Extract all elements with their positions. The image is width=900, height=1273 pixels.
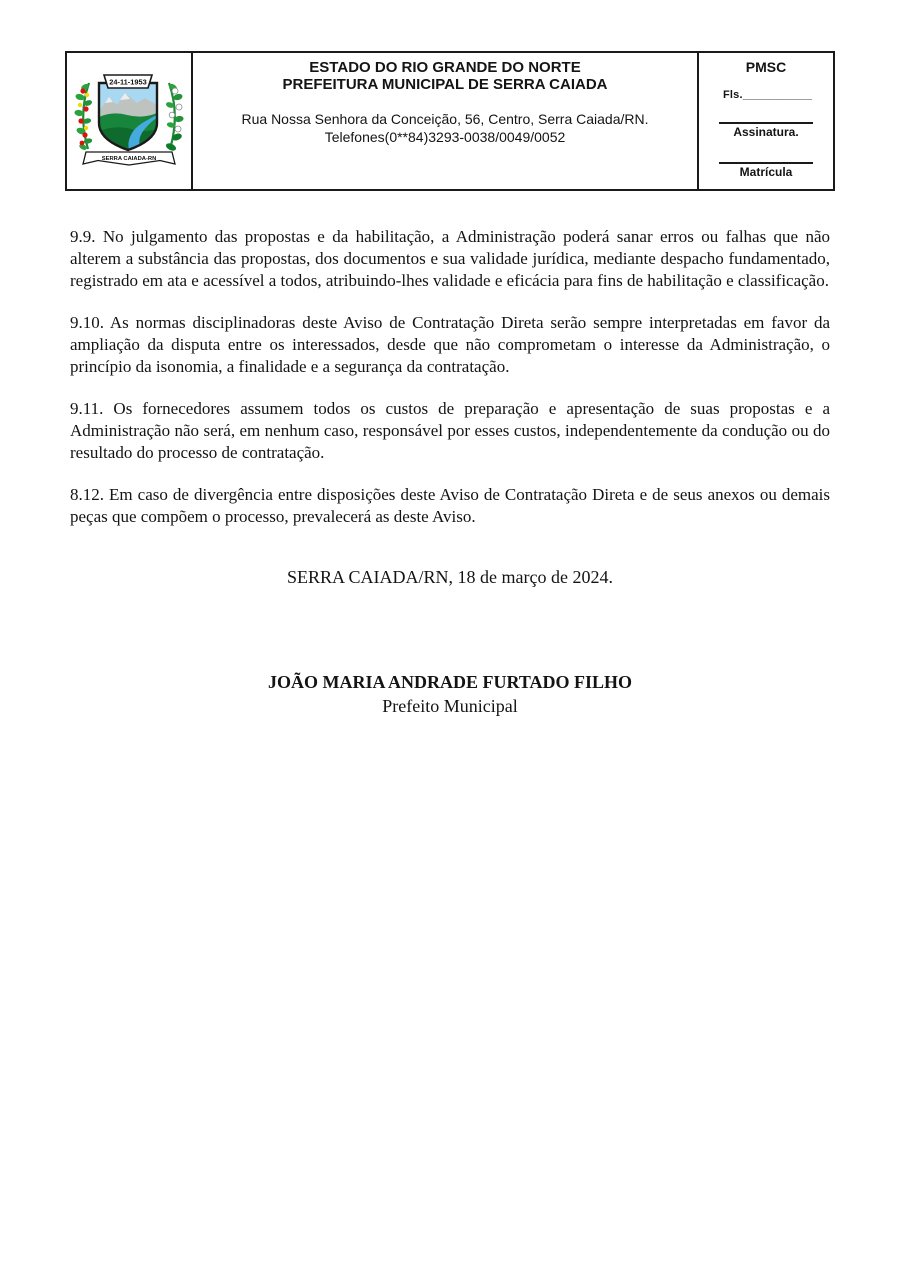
document-body <box>70 191 830 718</box>
header-state-line: ESTADO DO RIO GRANDE DO NORTE <box>309 59 581 76</box>
stamp-assinatura-label: Assinatura. <box>733 125 799 139</box>
stamp-assinatura-line <box>719 122 813 124</box>
signature-role: Prefeito Municipal <box>382 696 518 716</box>
crest-right-branch <box>165 83 184 153</box>
header-center-cell <box>193 53 697 189</box>
crest-banner <box>104 75 152 88</box>
stamp-matricula-label: Matrícula <box>739 165 793 179</box>
stamp-org-label: PMSC <box>745 59 787 75</box>
header-stamp-cell <box>697 53 833 189</box>
document-header <box>65 51 835 191</box>
crest-ribbon-text: SERRA CAIADA-RN <box>101 156 157 162</box>
dateline: SERRA CAIADA/RN, 18 de março de 2024. <box>287 567 613 587</box>
stamp-matricula-line <box>719 162 813 164</box>
crest-ribbon <box>83 152 175 165</box>
crest-cell <box>67 53 193 189</box>
header-address-line: Rua Nossa Senhora da Conceição, 56, Centro, Serra Caiada/RN. <box>241 111 649 127</box>
header-municipality-line: PREFEITURA MUNICIPAL DE SERRA CAIADA <box>282 76 608 93</box>
paragraph-8-12: 8.12. Em caso de divergência entre disposições deste Aviso de Contratação Direta e de seus anexos ou demais peças que compõem o processo, prevalecerá as deste Aviso. <box>70 485 830 526</box>
municipal-crest <box>73 73 185 169</box>
paragraph-9-11: 9.11. Os fornecedores assumem todos os custos de preparação e apresentação de suas propostas e a Administração não será, em nenhum caso, responsável por esses custos, independentemente da condução ou do resultado do processo de contratação. <box>70 399 830 462</box>
signature-name: JOÃO MARIA ANDRADE FURTADO FILHO <box>267 672 633 692</box>
paragraph-9-10: 9.10. As normas disciplinadoras deste Aviso de Contratação Direta serão sempre interpretadas em favor da ampliação da disputa entre os interessados, desde que não comprometam o interesse da Administração, o princípio da isonomia, a finalidade e a segurança da contratação. <box>70 313 830 376</box>
crest-left-branch <box>74 83 93 152</box>
header-phones-line: Telefones(0**84)3293-0038/0049/0052 <box>324 129 566 145</box>
paragraph-9-9: 9.9. No julgamento das propostas e da habilitação, a Administração poderá sanar erros ou falhas que não alterem a substância das propostas, dos documentos e sua validade jurídica, mediante despacho fundamentado, registrado em ata e acessível a todos, atribuindo-lhes validade e eficácia para fins de habilitação e classificação. <box>70 227 830 290</box>
crest-banner-date: 24-11-1953 <box>109 77 147 87</box>
stamp-fls-field: Fls.___________ <box>723 89 813 101</box>
crest-shield <box>99 83 157 150</box>
